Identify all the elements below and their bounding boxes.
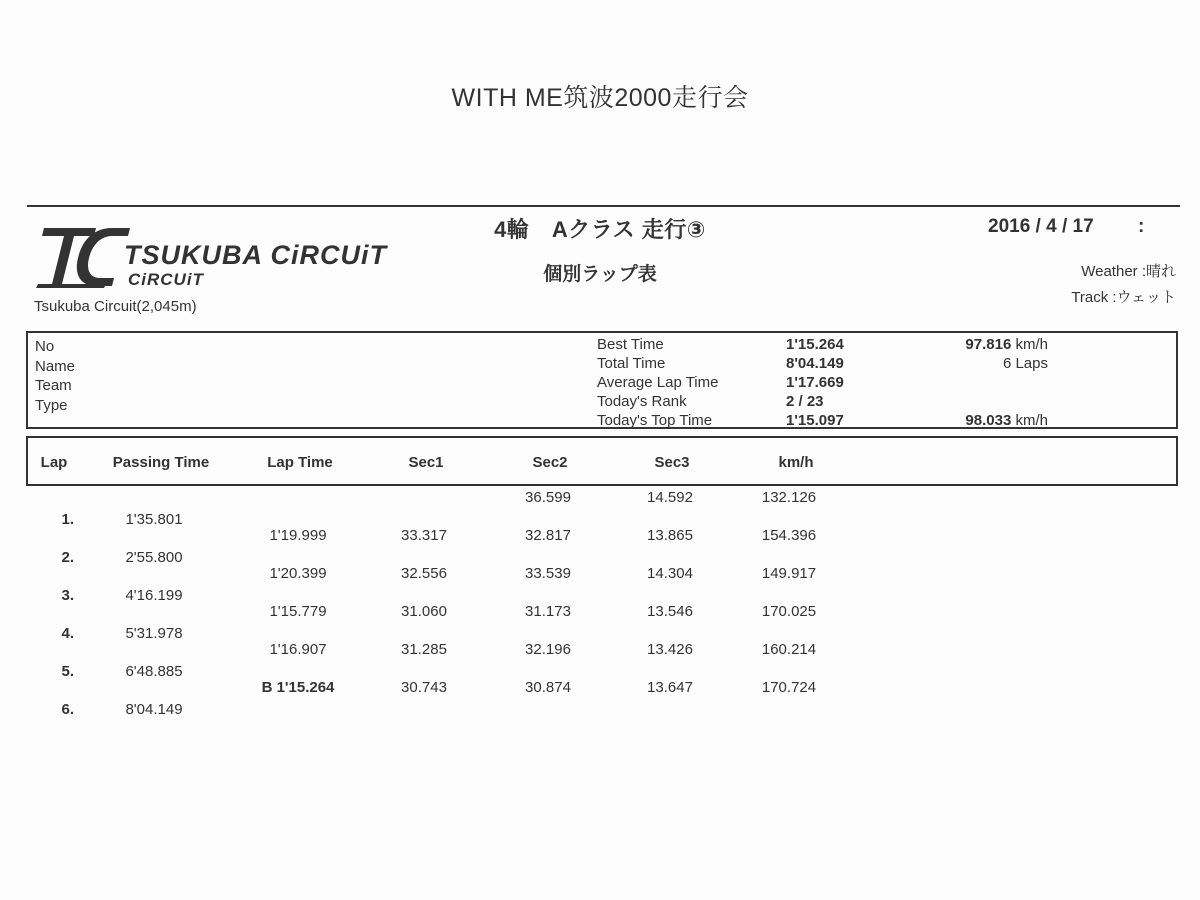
- driver-team-label: Team: [35, 377, 72, 394]
- sec3-time: 13.647: [647, 679, 693, 696]
- lap-number: 6.: [61, 701, 74, 718]
- sec3-time: 14.304: [647, 565, 693, 582]
- lap-number: 5.: [61, 663, 74, 680]
- driver-name-label: Name: [35, 357, 76, 375]
- driver-type-label: Type: [35, 396, 68, 414]
- passing-time: 4'16.199: [125, 587, 183, 604]
- sec3-time: 13.546: [647, 603, 693, 620]
- event-title: WITH ME筑波2000走行会: [451, 84, 749, 112]
- lap-time: B 1'15.264: [261, 679, 335, 696]
- speed-kmh: 154.396: [761, 527, 817, 544]
- lap-time: 1'20.399: [269, 565, 327, 582]
- svg-text:CiRCUiT: CiRCUiT: [128, 270, 204, 289]
- weather-condition: Weather :晴れ: [1081, 263, 1176, 280]
- session-title: 4輪 Aクラス 走行③: [494, 217, 706, 242]
- sec3-time: 14.592: [647, 489, 693, 506]
- summary-value: 1'15.264: [786, 336, 844, 353]
- summary-label: Today's Rank: [597, 393, 687, 410]
- session-date: 2016 / 4 / 17: [988, 216, 1094, 237]
- passing-time: 8'04.149: [125, 701, 183, 718]
- passing-time: 2'55.800: [125, 549, 183, 566]
- lap-number: 4.: [61, 625, 74, 642]
- speed-unit: km/h: [1015, 336, 1048, 353]
- passing-time: 1'35.801: [125, 511, 183, 528]
- logo-wordmark: TSUKUBA CiRCUiT: [124, 240, 387, 270]
- sec1-time: 31.060: [401, 603, 447, 620]
- sec2-time: 32.196: [525, 641, 571, 658]
- sec2-time: 30.874: [525, 679, 571, 696]
- passing-time: 6'48.885: [125, 663, 183, 680]
- circuit-name: Tsukuba Circuit(2,045m): [34, 298, 197, 315]
- report-subtitle: 個別ラップ表: [543, 264, 657, 285]
- col-sec3: Sec3: [654, 454, 690, 471]
- sec1-time: 32.556: [401, 565, 447, 582]
- best-speed: 97.816: [965, 336, 1012, 353]
- summary-value: 8'04.149: [786, 355, 844, 372]
- summary-extras: [918, 335, 1048, 430]
- lap-time: 1'19.999: [269, 527, 327, 544]
- col-passing-time: Passing Time: [112, 454, 210, 471]
- speed-unit: km/h: [1015, 412, 1048, 429]
- lap-number: 3.: [61, 587, 74, 604]
- sec2-time: 36.599: [525, 489, 571, 506]
- summary-label: Today's Top Time: [597, 412, 713, 429]
- laps-unit: Laps: [1015, 355, 1048, 372]
- col-sec1: Sec1: [408, 454, 444, 471]
- col-lap: Lap: [40, 454, 68, 471]
- sec2-time: 31.173: [525, 603, 571, 620]
- header-rule: [27, 205, 1180, 207]
- speed-kmh: 132.126: [761, 489, 817, 506]
- lap-time: 1'16.907: [269, 641, 327, 658]
- sec3-time: 13.426: [647, 641, 693, 658]
- sec2-time: 33.539: [525, 565, 571, 582]
- summary-label: Best Time: [597, 336, 664, 353]
- speed-kmh: 160.214: [761, 641, 817, 658]
- sec3-time: 13.865: [647, 527, 693, 544]
- col-kmh: km/h: [778, 454, 814, 471]
- sec1-time: 30.743: [401, 679, 447, 696]
- lap-count: 6: [1002, 355, 1012, 372]
- summary-value: 2 / 23: [786, 393, 824, 410]
- summary-labels: [597, 335, 718, 430]
- table-header: [26, 436, 1178, 486]
- summary-label: Total Time: [597, 355, 666, 372]
- col-lap-time: Lap Time: [267, 454, 333, 471]
- track-condition: Track :ウェット: [1071, 289, 1176, 306]
- speed-kmh: 149.917: [761, 565, 817, 582]
- summary-box: [26, 331, 1178, 429]
- lap-number: 2.: [61, 549, 74, 566]
- lap-number: 1.: [61, 511, 74, 528]
- speed-kmh: 170.724: [761, 679, 817, 696]
- top-speed: 98.033: [965, 412, 1012, 429]
- driver-no-label: No: [35, 338, 55, 355]
- col-sec2: Sec2: [532, 454, 568, 471]
- passing-time: 5'31.978: [125, 625, 183, 642]
- sec1-time: 33.317: [401, 527, 447, 544]
- sec1-time: 31.285: [401, 641, 447, 658]
- tsukuba-circuit-logo: [34, 222, 387, 289]
- summary-values: [786, 335, 844, 430]
- summary-value: 1'15.097: [786, 412, 844, 429]
- speed-kmh: 170.025: [761, 603, 817, 620]
- driver-info: [35, 337, 75, 415]
- summary-label: Average Lap Time: [597, 374, 719, 391]
- lap-time: 1'15.779: [269, 603, 327, 620]
- sec2-time: 32.817: [525, 527, 571, 544]
- summary-value: 1'17.669: [786, 374, 844, 391]
- session-time: :: [1138, 216, 1145, 237]
